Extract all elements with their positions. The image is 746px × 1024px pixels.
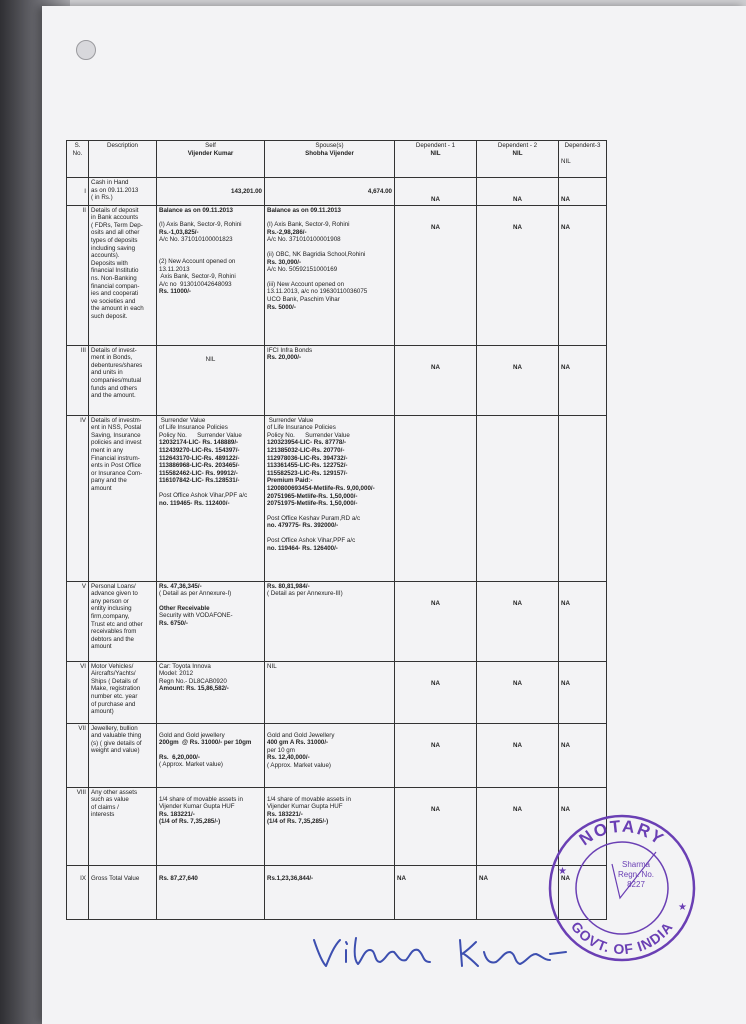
cell-description (89, 661, 157, 723)
cell-line: as on 09.11.2013 (91, 186, 139, 194)
cell-sno: VII (67, 723, 89, 787)
cell-self (157, 415, 265, 581)
cell-line: companies/mutual (91, 376, 142, 384)
cell-line: Surrender Value (159, 416, 206, 424)
cell-line: Rs.-2,98,286/- (267, 228, 307, 236)
cell-line: of claims / (91, 803, 119, 811)
cell-line: Other Receivable (159, 604, 210, 612)
cell-line: Policy No. Surrender Value (267, 431, 350, 439)
cell-line: Amount: Rs. 15,86,582/- (159, 685, 229, 693)
table-row (67, 723, 607, 787)
cell-line: (s) ( give details of (91, 739, 142, 747)
cell-dep2: NA (477, 787, 559, 865)
cell-spouse (265, 178, 395, 206)
cell-dep1: NA (395, 787, 477, 865)
cell-line: entity inclusing (91, 605, 132, 613)
stamp-bottom-text: GOVT. OF INDIA (567, 918, 677, 958)
header-dependent-1 (395, 141, 477, 178)
cell-line: A/c no 913010042648093 (159, 280, 232, 288)
table-row (67, 205, 607, 345)
cell-line: Rs. 12,40,000/- (267, 754, 310, 762)
cell-dep2: NA (477, 178, 559, 206)
header-description: Description (89, 141, 157, 178)
cell-line (159, 598, 262, 605)
cell-line: financial compan- (91, 282, 140, 290)
cell-line: 112978036-LIC-Rs. 394732/- (267, 454, 348, 462)
cell-dep2: NA (477, 581, 559, 661)
cell-line: 113886968-LIC-Rs. 203465/- (159, 462, 240, 470)
cell-line: Rs. 183221/- (159, 810, 195, 818)
cell-dep1 (395, 415, 477, 581)
cell-line: Motor Vehicles/ (91, 662, 134, 670)
cell-line: ( FDRs, Term Dep- (91, 221, 143, 229)
cell-line: A/c No. 50592151000169 (267, 266, 338, 274)
cell-self (157, 581, 265, 661)
cell-line: weight and value) (91, 747, 140, 755)
cell-dep3: NA (559, 581, 607, 661)
cell-sno: II (67, 205, 89, 345)
cell-dep1: NA (395, 661, 477, 723)
cell-self (157, 723, 265, 787)
cell-line: Any other assets (91, 788, 138, 796)
cell-line: ( Detail as per Annexure-III) (267, 590, 343, 598)
cell-line: Rs. 30,090/- (267, 258, 302, 266)
cell-line: 20751965-Metlife-Rs. 1,50,000/- (267, 492, 358, 500)
cell-line: Make, registration (91, 685, 141, 693)
cell-description (89, 723, 157, 787)
cell-line: NIL (205, 355, 216, 363)
cell-self (157, 787, 265, 865)
header-self (157, 141, 265, 178)
cell-line: ( in Rs.) (91, 194, 113, 202)
cell-dep3: NA (559, 787, 607, 865)
cell-line: (1/4 of Rs. 7,35,285/-) (159, 818, 221, 826)
cell-spouse (265, 661, 395, 723)
cell-line: ns. Non-Banking (91, 274, 137, 282)
cell-sno: IX (67, 865, 89, 919)
header-self-title: Self (205, 142, 216, 149)
cell-dep2: NA (477, 661, 559, 723)
cell-line (267, 530, 392, 537)
cell-line: types of deposits (91, 236, 138, 244)
cell-line (267, 789, 392, 796)
cell-spouse (265, 865, 395, 919)
cell-line: Deposits with (91, 259, 128, 267)
cell-line: Policy No. Surrender Value (159, 431, 242, 439)
cell-line: ( Approx. Market value) (267, 761, 331, 769)
cell-description (89, 865, 157, 919)
cell-line: ment in Bonds, (91, 354, 133, 362)
asset-declaration-table (66, 140, 607, 920)
cell-line: such deposit. (91, 312, 128, 320)
cell-spouse (265, 581, 395, 661)
cell-line: amount (91, 484, 112, 492)
header-spouse-title: Spouse(s) (315, 142, 344, 149)
header-dep2-value: NIL (512, 149, 523, 157)
cell-line: ment in any (91, 446, 123, 454)
stamp-inner-name: Sharma (621, 860, 650, 869)
cell-dep2 (477, 415, 559, 581)
cell-line: Car: Toyota Innova (159, 662, 211, 670)
cell-line: 113361455-LIC-Rs. 122752/- (267, 462, 348, 470)
cell-line: 121385032-LIC-Rs. 20770/- (267, 446, 345, 454)
cell-self (157, 865, 265, 919)
cell-line: IFCI Infra Bonds (267, 346, 313, 354)
cell-spouse (265, 415, 395, 581)
cell-spouse (265, 787, 395, 865)
cell-line (159, 251, 262, 258)
cell-line: Post Office Keshav Puram,RD a/c (267, 514, 361, 522)
cell-line: ies and cooperati (91, 290, 139, 298)
cell-line: ent in NSS, Postal (91, 424, 142, 432)
cell-line: Balance as on 09.11.2013 (159, 206, 233, 214)
cell-line: such as value (91, 796, 129, 804)
cell-self (157, 661, 265, 723)
cell-line: firm,company, (91, 612, 130, 620)
cell-line: A/c No. 371010100001908 (267, 236, 341, 244)
cell-line: 1200800693454-Metlife-Rs. 9,00,000/- (267, 484, 375, 492)
stamp-star-left: ★ (558, 866, 567, 877)
cell-line: Gold and Gold Jewellery (267, 731, 335, 739)
cell-line: (I) Axis Bank, Sector-9, Rohini (159, 221, 242, 229)
cell-line: financial Institutio (91, 267, 139, 275)
cell-line: Cash in Hand (91, 179, 129, 186)
cell-dep3: NA (559, 865, 607, 919)
cell-line: Rs.-1,03,825/- (159, 228, 199, 236)
cell-line (159, 789, 262, 796)
cell-line: (I) Axis Bank, Sector-9, Rohini (267, 221, 350, 229)
cell-line: Rs. 80,81,984/- (267, 582, 310, 590)
cell-line: number etc. year (91, 692, 138, 700)
cell-line: Axis Bank, Sector-9, Rohini (159, 273, 236, 281)
table-row (67, 581, 607, 661)
cell-line (267, 214, 392, 221)
cell-line (159, 747, 262, 754)
cell-line: Rs. 47,36,345/- (159, 582, 202, 590)
cell-dep3: NA (559, 661, 607, 723)
cell-line: of purchase and (91, 700, 136, 708)
cell-line: Rs. 6750/- (159, 619, 188, 627)
cell-line: per 10 gm (267, 746, 295, 754)
cell-line: no. 119465- Rs. 112400/- (159, 499, 230, 507)
cell-line: Balance as on 09.11.2013 (267, 206, 341, 214)
cell-line: the amount in each (91, 305, 144, 313)
cell-line: no. 119464- Rs. 126400/- (267, 544, 338, 552)
cell-line: 13.11.2013, a/c no 19630110036075 (267, 288, 368, 296)
cell-description (89, 787, 157, 865)
cell-line: (1/4 of Rs. 7,35,285/-) (267, 818, 329, 826)
cell-line: Ships ( Details of (91, 677, 138, 685)
cell-dep3: NA (559, 345, 607, 415)
cell-line: Gross Total Value (91, 874, 140, 882)
cell-sno: VIII (67, 787, 89, 865)
cell-line: including saving (91, 244, 136, 252)
cell-line: (ii) OBC, NK Bagridia School,Rohini (267, 250, 366, 258)
cell-line: Vijender Kumar Gupta HUF (159, 803, 235, 811)
cell-line: Post Office Ashok Vihar,PPF a/c (159, 491, 248, 499)
cell-line: Gold and Gold jewellery (159, 731, 225, 739)
cell-line: ( Approx. Market value) (159, 761, 223, 769)
cell-line (267, 274, 392, 281)
cell-line: 143,201.00 (231, 188, 262, 195)
cell-dep3 (559, 415, 607, 581)
cell-line: Rs. 183221/- (267, 810, 303, 818)
stamp-ring-text: NOTARY (575, 816, 669, 850)
stamp-star-right: ★ (678, 902, 687, 913)
cell-self (157, 345, 265, 415)
cell-line: A/c No. 371010100001823 (159, 236, 233, 244)
cell-self (157, 205, 265, 345)
cell-line: 115582523-LIC-Rs. 129157/- (267, 469, 348, 477)
header-dep1-title: Dependent - 1 (415, 142, 456, 149)
cell-spouse (265, 723, 395, 787)
header-dep2-title: Dependent - 2 (497, 142, 538, 149)
cell-line: amount (91, 643, 112, 651)
cell-line: Rs. 11000/- (159, 288, 191, 296)
cell-line: or Insurance Com- (91, 469, 143, 477)
cell-dep2: NA (477, 865, 559, 919)
cell-description (89, 415, 157, 581)
cell-line: Security with VODAFONE- (159, 612, 233, 620)
cell-dep3: NA (559, 205, 607, 345)
header-spouse (265, 141, 395, 178)
cell-line: advance given to (91, 590, 138, 598)
cell-sno: VI (67, 661, 89, 723)
cell-dep1: NA (395, 205, 477, 345)
cell-line: any person or (91, 597, 129, 605)
cell-line: Details of investm- (91, 416, 142, 424)
cell-line: accounts). (91, 252, 120, 260)
cell-line: ents in Post Office (91, 462, 142, 470)
cell-line: 200gm @ Rs. 31000/- per 10gm (159, 739, 252, 747)
cell-description (89, 581, 157, 661)
table-row (67, 661, 607, 723)
cell-line: Details of deposit (91, 206, 139, 214)
cell-line: 20751975-Metlife-Rs. 1,50,000/- (267, 500, 358, 508)
cell-line: Saving, Insurance (91, 431, 141, 439)
cell-sno: I (67, 178, 89, 206)
cell-line: Rs. 20,000/- (267, 354, 302, 362)
cell-dep1: NA (395, 723, 477, 787)
header-dep3-value: NIL (561, 157, 571, 165)
table-row (67, 178, 607, 206)
cell-dep1: NA (395, 345, 477, 415)
cell-line: policies and invest (91, 439, 142, 447)
table-row (67, 415, 607, 581)
header-dependent-3 (559, 141, 607, 178)
cell-line: debentures/shares (91, 361, 143, 369)
cell-line: pany and the (91, 477, 127, 485)
cell-line: osits and all other (91, 229, 140, 237)
cell-line: Regn No.- DL8CAB0920 (159, 677, 227, 685)
cell-line: 400 gm A Rs. 31000/- (267, 739, 329, 747)
svg-text:NOTARY (576, 817, 669, 850)
header-sno: S. No. (67, 141, 89, 178)
cell-line: 120323954-LIC- Rs. 87778/- (267, 439, 347, 447)
stamp-inner-text (606, 860, 666, 920)
handwritten-signature (300, 926, 580, 976)
cell-dep1: NA (395, 865, 477, 919)
cell-line: Model: 2012 (159, 670, 194, 678)
cell-line: Premium Paid:- (267, 477, 313, 485)
cell-line (159, 244, 262, 251)
header-self-name: Vijender Kumar (187, 149, 234, 157)
cell-line: Financial instrum- (91, 454, 140, 462)
cell-dep1: NA (395, 178, 477, 206)
cell-line (159, 485, 262, 492)
cell-line: and units in (91, 369, 123, 377)
stamp-inner-num: 8227 (627, 880, 645, 889)
cell-line: NIL (267, 662, 277, 670)
cell-line: UCO Bank, Paschim Vihar (267, 295, 340, 303)
cell-line: receivables from (91, 628, 137, 636)
cell-spouse (265, 345, 395, 415)
cell-line: of Life Insurance Policies (159, 424, 228, 432)
cell-sno: V (67, 581, 89, 661)
cell-sno: III (67, 345, 89, 415)
cell-line: Rs. 5000/- (267, 303, 296, 311)
cell-line: 112439270-LIC-Rs. 154397/- (159, 446, 240, 454)
cell-dep3: NA (559, 723, 607, 787)
cell-line: 4,674.00 (367, 188, 392, 195)
cell-line: 115582462-LIC- Rs. 99912/- (159, 469, 238, 477)
cell-line: (iii) New Account opened on (267, 280, 345, 288)
cell-line: ( Detail as per Annexure-I) (159, 590, 232, 598)
stamp-inner-reg: Regn. No. (617, 870, 655, 879)
cell-dep2: NA (477, 205, 559, 345)
table-row (67, 787, 607, 865)
cell-line: debtors and the (91, 635, 135, 643)
cell-line: Surrender Value (267, 416, 314, 424)
cell-line: Vijender Kumar Gupta HUF (267, 803, 343, 811)
cell-line: Rs.1,23,36,844/- (267, 874, 314, 882)
cell-line: of Life Insurance Policies (267, 424, 336, 432)
cell-description (89, 345, 157, 415)
cell-line: 1/4 share of movable assets in (159, 795, 243, 803)
cell-line: funds and others (91, 384, 138, 392)
header-row (67, 141, 607, 178)
cell-line: Rs. 87,27,640 (159, 874, 198, 882)
cell-line: 12032174-LIC- Rs. 148889/- (159, 439, 239, 447)
cell-line (159, 214, 262, 221)
cell-line: interests (91, 811, 115, 819)
table-row (67, 865, 607, 919)
cell-dep2: NA (477, 345, 559, 415)
cell-line (267, 725, 392, 732)
cell-line: Details of invest- (91, 346, 137, 354)
cell-self (157, 178, 265, 206)
cell-line: Post Office Ashok Vihar,PPF a/c (267, 536, 356, 544)
cell-line: Rs. 6,20,000/- (159, 753, 200, 761)
cell-line: and valuable thing (91, 732, 142, 740)
header-spouse-name: Shobha Vijender (305, 149, 354, 157)
cell-line: ve societies and (91, 297, 136, 305)
cell-line: and the amount. (91, 392, 136, 400)
cell-description (89, 178, 157, 206)
cell-spouse (265, 205, 395, 345)
cell-line: in Bank accounts (91, 214, 139, 222)
cell-line: amount) (91, 708, 114, 716)
cell-line: 13.11.2013 (159, 265, 190, 273)
cell-line: Trust etc and other (91, 620, 143, 628)
cell-line: (2) New Account opened on (159, 257, 236, 265)
cell-line: 112643170-LIC-Rs. 489122/- (159, 454, 240, 462)
cell-line (159, 725, 262, 732)
cell-line: no. 479775- Rs. 392000/- (267, 522, 339, 530)
table-row (67, 345, 607, 415)
cell-line (267, 244, 392, 251)
cell-dep1: NA (395, 581, 477, 661)
cell-line: Jewellery, bullion (91, 724, 138, 732)
table-body (67, 178, 607, 920)
header-dep3-title: Dependent-3 (564, 142, 601, 149)
cell-line: 1/4 share of movable assets in (267, 795, 351, 803)
cell-sno: IV (67, 415, 89, 581)
svg-text:GOVT. OF INDIA (568, 918, 676, 957)
cell-line (267, 508, 392, 515)
cell-dep2: NA (477, 723, 559, 787)
cell-dep3: NA (559, 178, 607, 206)
punch-hole (76, 40, 96, 60)
header-dependent-2 (477, 141, 559, 178)
header-dep1-value: NIL (430, 149, 441, 157)
cell-line: 116107842-LIC- Rs.128531/- (159, 477, 240, 485)
cell-line: Personal Loans/ (91, 582, 136, 590)
cell-description (89, 205, 157, 345)
cell-line: Aircrafts/Yachts/ (91, 670, 136, 678)
